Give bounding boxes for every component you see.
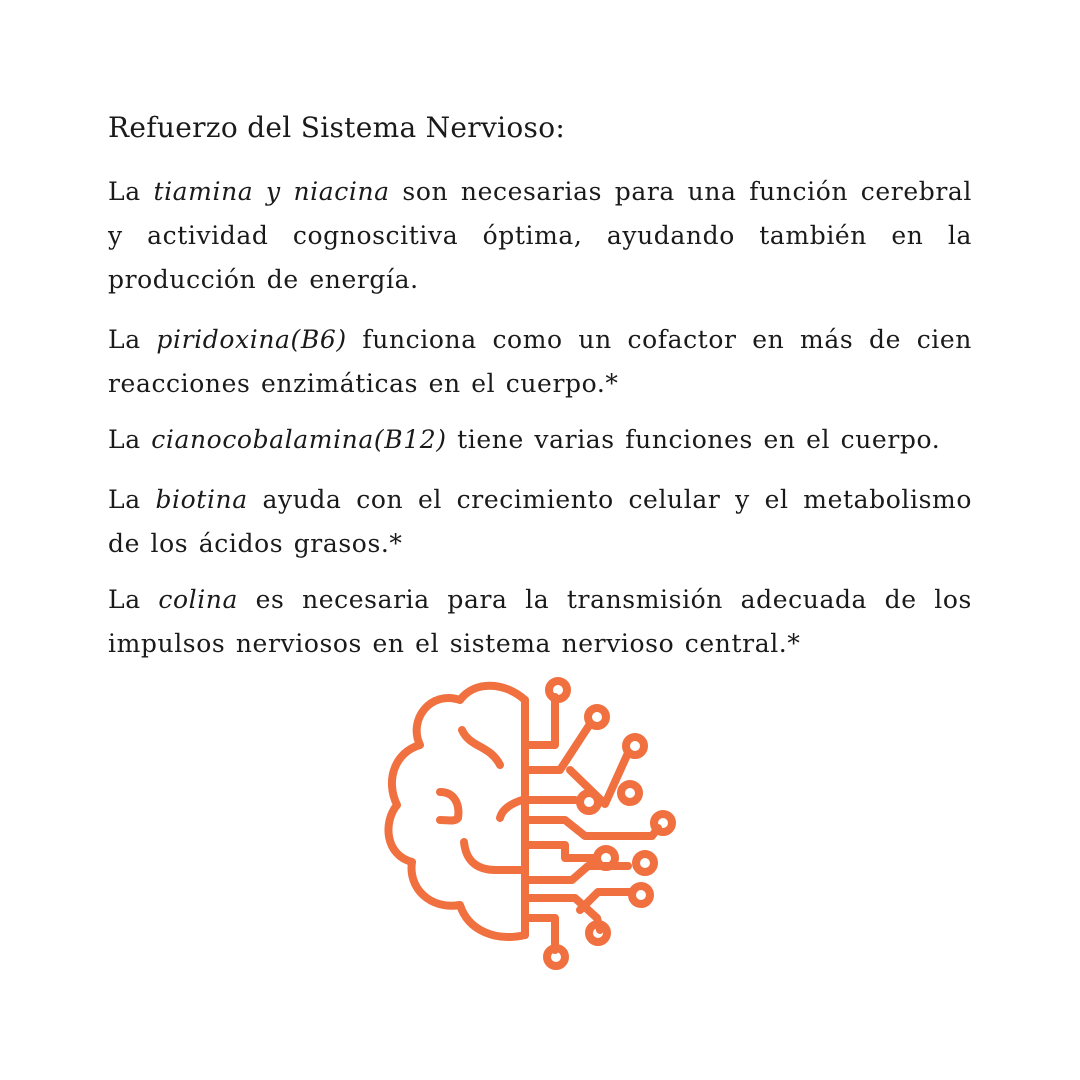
brain-fold (464, 842, 525, 870)
circuit-node (621, 784, 639, 802)
circuit-node (636, 854, 654, 872)
brain-fold (440, 792, 458, 821)
circuit-line (580, 892, 630, 910)
circuit-node (549, 681, 567, 699)
circuit-node (588, 708, 606, 726)
circuit-line (525, 697, 555, 745)
nutrient-term: cianocobalamina(B12) (151, 425, 447, 454)
paragraph-tiamina (108, 170, 972, 302)
brain-circuit-icon (380, 672, 690, 978)
paragraph-cianocobalamina (108, 418, 972, 462)
circuit-node (597, 849, 615, 867)
nutrient-term: colina (158, 585, 238, 614)
circuit-line (525, 845, 596, 858)
circuit-node (580, 793, 598, 811)
circuit-node (654, 814, 672, 832)
paragraph-lead: La (108, 585, 159, 614)
nutrient-term: biotina (155, 485, 248, 514)
brain-fold (500, 800, 522, 818)
paragraph-text: funciona como un cofactor en más de cien reacciones enzimáticas en el cuerpo.* (108, 325, 972, 398)
paragraph-lead: La (108, 485, 156, 514)
nutrient-term: tiamina y niacina (153, 177, 390, 206)
brain-fold (462, 730, 500, 765)
paragraph-lead: La (108, 425, 152, 454)
circuit-node (626, 737, 644, 755)
content-block (108, 108, 972, 682)
circuit-line (525, 820, 658, 836)
circuit-node (547, 948, 565, 966)
paragraph-lead: La (108, 177, 154, 206)
section-heading: Refuerzo del Sistema Nervioso: (108, 111, 566, 144)
circuit-node (632, 886, 650, 904)
paragraph-piridoxina (108, 318, 972, 406)
nutrient-term: piridoxina(B6) (156, 325, 347, 354)
paragraph-text: tiene varias funciones en el cuerpo. (446, 425, 941, 454)
paragraph-lead: La (108, 325, 157, 354)
paragraph-biotina (108, 478, 972, 566)
circuit-line (525, 918, 555, 950)
paragraph-text: son necesarias para una función cerebral y actividad cognoscitiva óptima, ayudando también en la producción de energía. (108, 177, 972, 294)
paragraph-text: es necesaria para la transmisión adecuada de los impulsos nerviosos en el sistema nervioso central.* (108, 585, 972, 658)
paragraph-colina (108, 578, 972, 666)
paragraph-text: ayuda con el crecimiento celular y el metabolismo de los ácidos grasos.* (108, 485, 972, 558)
